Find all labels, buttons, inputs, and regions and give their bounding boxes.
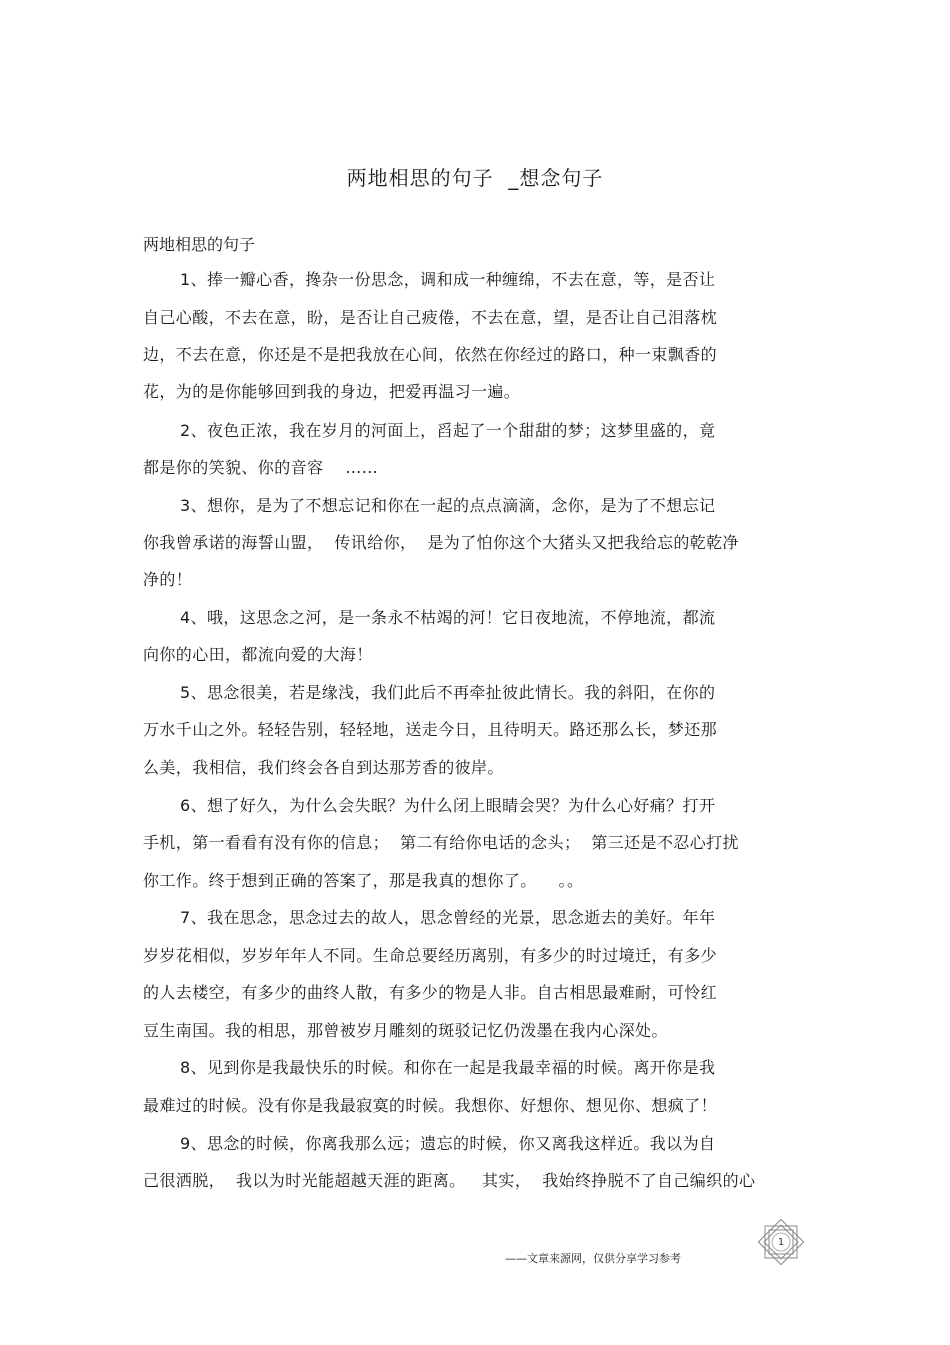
body-line: 最难过的时候。没有你是我最寂寞的时候。我想你、好想你、想见你、想疯了！ bbox=[143, 1096, 718, 1115]
body-line: 己很洒脱， 我以为时光能超越天涯的距离。 其实， 我始终挣脱不了自己编织的心 bbox=[143, 1171, 756, 1190]
body-line: 7、我在思念，思念过去的故人，思念曾经的光景，思念逝去的美好。年年 bbox=[180, 908, 716, 927]
body-line: 净的！ bbox=[143, 570, 193, 589]
body-line: 6、想了好久，为什么会失眠？为什么闭上眼睛会哭？为什么心好痛？打开 bbox=[180, 796, 716, 815]
body-line: 手机，第一看看有没有你的信息； 第二有给你电话的念头； 第三还是不忍心打扰 bbox=[143, 833, 739, 852]
footer-source-note: ——文章来源网，仅供分享学习参考 bbox=[505, 1252, 681, 1265]
body-line: 你工作。终于想到正确的答案了，那是我真的想你了。 。。 bbox=[143, 871, 584, 890]
body-line: 都是你的笑貌、你的音容 …… bbox=[143, 458, 379, 477]
body-line: 9、思念的时候，你离我那么远；遗忘的时候，你又离我这样近。我以为自 bbox=[180, 1134, 716, 1153]
body-line: 岁岁花相似，岁岁年年人不同。生命总要经历离别，有多少的时过境迁，有多少 bbox=[143, 946, 718, 965]
body-line: 向你的心田，都流向爱的大海！ bbox=[143, 645, 373, 664]
body-line: 4、哦，这思念之河，是一条永不枯竭的河！它日夜地流，不停地流，都流 bbox=[180, 608, 716, 627]
body-line: 豆生南国。我的相思，那曾被岁月雕刻的斑驳记忆仍泼墨在我内心深处。 bbox=[143, 1021, 668, 1040]
section-subtitle: 两地相思的句子 bbox=[143, 235, 256, 254]
body-line: 的人去楼空，有多少的曲终人散，有多少的物是人非。自古相思最难耐，可怜红 bbox=[143, 983, 718, 1002]
body-line: 自己心酸，不去在意，盼，是否让自己疲倦，不去在意，望，是否让自己泪落枕 bbox=[143, 308, 718, 327]
body-line: 边，不去在意，你还是不是把我放在心间，依然在你经过的路口，种一束飘香的 bbox=[143, 345, 718, 364]
body-line: 2、夜色正浓，我在岁月的河面上，舀起了一个甜甜的梦；这梦里盛的，竟 bbox=[180, 421, 716, 440]
body-line: 万水千山之外。轻轻告别，轻轻地，送走今日，且待明天。路还那么长，梦还那 bbox=[143, 720, 718, 739]
body-line: 1、捧一瓣心香，搀杂一份思念，调和成一种缠绵，不去在意，等，是否让 bbox=[180, 270, 716, 289]
body-line: 你我曾承诺的海誓山盟， 传讯给你， 是为了怕你这个大猪头又把我给忘的乾乾净 bbox=[143, 533, 739, 552]
body-line: 8、见到你是我最快乐的时候。和你在一起是我最幸福的时候。离开你是我 bbox=[180, 1058, 716, 1077]
page-number-badge bbox=[758, 1219, 804, 1265]
body-line: 花，为的是你能够回到我的身边，把爱再温习一遍。 bbox=[143, 382, 521, 401]
page-title: 两地相思的句子 _想念句子 bbox=[346, 166, 604, 190]
body-line: 3、想你，是为了不想忘记和你在一起的点点滴滴，念你，是为了不想忘记 bbox=[180, 496, 716, 515]
body-line: 么美，我相信，我们终会各自到达那芳香的彼岸。 bbox=[143, 758, 504, 777]
body-line: 5、思念很美，若是缘浅，我们此后不再牵扯彼此情长。我的斜阳，在你的 bbox=[180, 683, 716, 702]
page-number: 1 bbox=[777, 1236, 785, 1248]
